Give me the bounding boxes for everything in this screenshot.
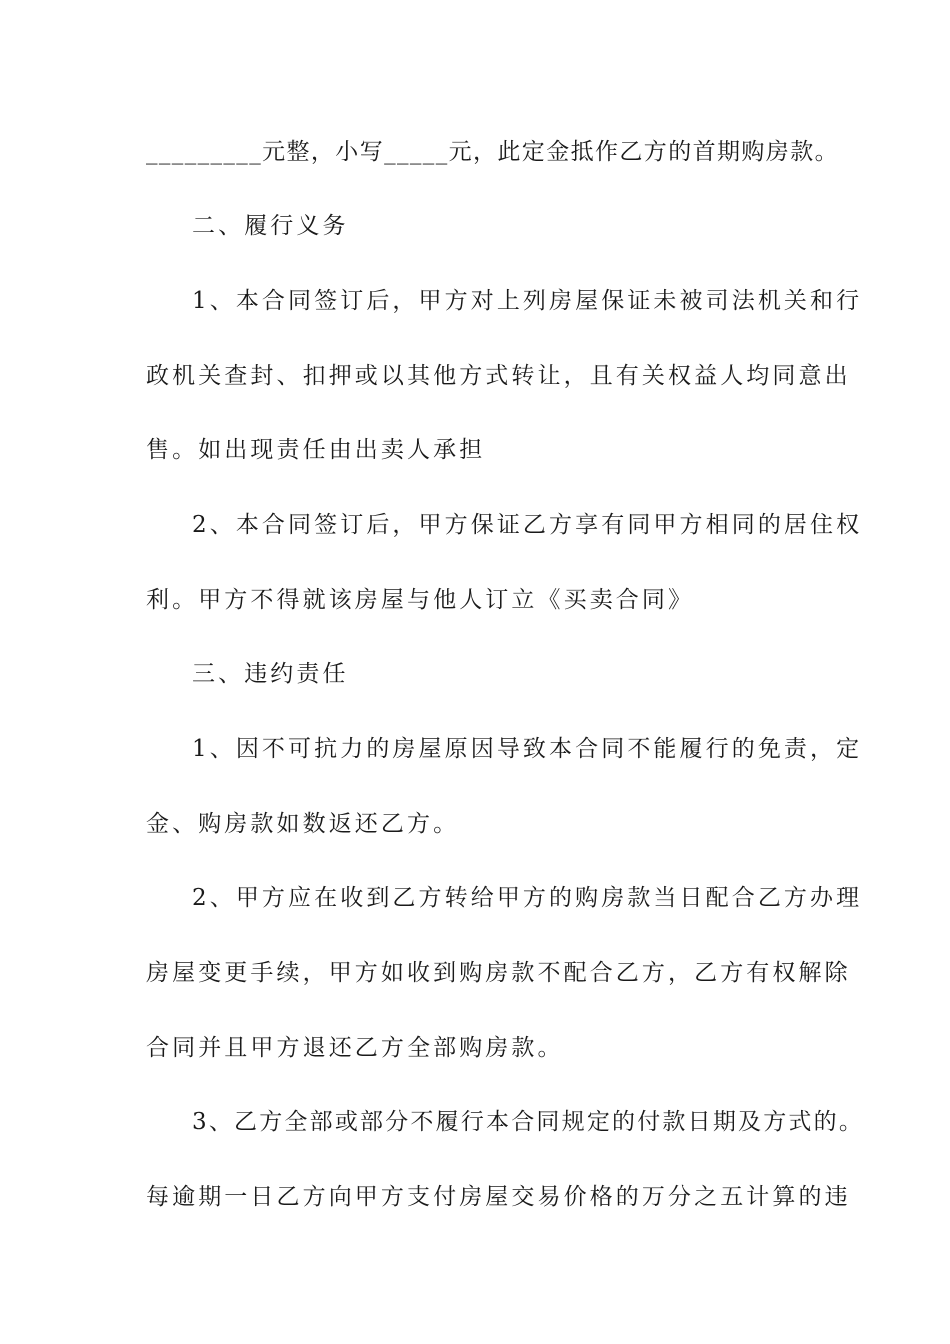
text-line: 金、购房款如数返还乙方。 (146, 811, 460, 837)
text-line: 2、甲方应在收到乙方转给甲方的购房款当日配合乙方办理 (192, 885, 863, 911)
text-line: 售。如出现责任由出卖人承担 (146, 437, 486, 463)
text-line: 房屋变更手续，甲方如收到购房款不配合乙方，乙方有权解除 (146, 960, 851, 986)
section-heading-breach: 三、违约责任 (192, 661, 349, 687)
text-line: 1、本合同签订后，甲方对上列房屋保证未被司法机关和行 (192, 288, 863, 314)
text-line-deposit: _________元整，小写_____元，此定金抵作乙方的首期购房款。 (146, 139, 839, 165)
text-line: 3、乙方全部或部分不履行本合同规定的付款日期及方式的。 (192, 1109, 865, 1135)
text-line: 合同并且甲方退还乙方全部购房款。 (146, 1035, 564, 1061)
text-line: 2、本合同签订后，甲方保证乙方享有同甲方相同的居住权 (192, 512, 863, 538)
text-line: 利。甲方不得就该房屋与他人订立《买卖合同》 (146, 587, 695, 613)
section-heading-obligations: 二、履行义务 (192, 213, 349, 239)
text-line: 政机关查封、扣押或以其他方式转让，且有关权益人均同意出 (146, 363, 851, 389)
text-line: 每逾期一日乙方向甲方支付房屋交易价格的万分之五计算的违 (146, 1184, 851, 1210)
text-line: 1、因不可抗力的房屋原因导致本合同不能履行的免责，定 (192, 736, 863, 762)
